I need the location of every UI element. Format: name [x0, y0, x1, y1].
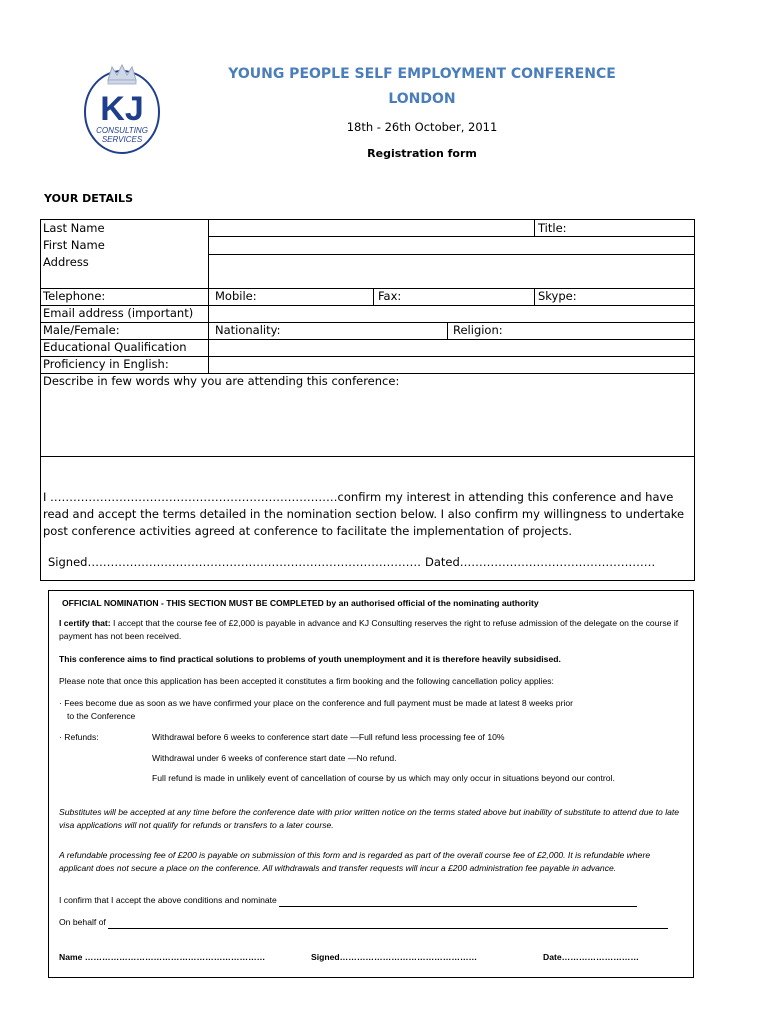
logo-subtitle-2: SERVICES: [101, 135, 143, 144]
title-label: Title:: [538, 221, 567, 235]
last-name-label: Last Name: [43, 221, 105, 235]
gender-label: Male/Female:: [43, 323, 120, 337]
describe-label: Describe in few words why you are attending this conference:: [43, 374, 400, 388]
certify-paragraph: [59, 617, 683, 642]
official-nomination-box: [48, 590, 694, 978]
nominate-line: [59, 894, 683, 907]
cancellation-note: Please note that once this application has been accepted it constitutes a firm booking and the following cancellation policy applies:: [59, 676, 554, 686]
behalf-line: [59, 916, 683, 929]
nominate-label: I confirm that I accept the above conditions and nominate: [59, 895, 277, 905]
first-name-label: First Name: [43, 238, 105, 252]
kj-consulting-logo: [82, 62, 162, 156]
education-label: Educational Qualification: [43, 340, 187, 354]
substitutes-note: Substitutes will be accepted at any time before the conference date with prior written notice on the terms stated above but inability of substitute to attend due to late visa applications will not qualify for refunds or transfers to a later course.: [59, 807, 680, 830]
refunds-label: · Refunds:: [59, 732, 99, 742]
conference-dates: 18th - 26th October, 2011: [346, 120, 498, 134]
official-heading: OFFICIAL NOMINATION - THIS SECTION MUST BE COMPLETED by an authorised official of the nominating authority: [62, 598, 539, 608]
logo-letters: KJ: [100, 90, 144, 128]
telephone-label: Telephone:: [43, 289, 106, 303]
english-label: Proficiency in English:: [43, 357, 169, 371]
form-name: Registration form: [367, 147, 477, 160]
processing-fee-note: A refundable processing fee of £200 is payable on submission of this form and is regarded as part of the overall course fee of £2,000. It is refundable where applicant does not secure a place on the conference. All withdrawals and transfer requests will incur a £200 administration fee payable in advance.: [59, 850, 651, 873]
conference-title: YOUNG PEOPLE SELF EMPLOYMENT CONFERENCE: [228, 66, 616, 82]
behalf-label: On behalf of: [59, 917, 106, 927]
fees-item-cont: to the Conference: [67, 711, 136, 721]
skype-label: Skype:: [538, 289, 577, 303]
nominee-field[interactable]: [279, 898, 637, 907]
email-label: Email address (important): [43, 306, 194, 320]
signed-line: Signed……………………………………………………………………………: [48, 555, 421, 569]
name-field[interactable]: Name ………………………………………………………: [59, 952, 266, 962]
address-label: Address: [43, 255, 89, 269]
refund-rule-3: Full refund is made in unlikely event of cancellation of course by us which may only occur in situations beyond our control.: [152, 773, 615, 783]
fees-item: · Fees become due as soon as we have confirmed your place on the conference and full payment must be made at latest 8 weeks prior: [59, 698, 573, 708]
nationality-label: Nationality:: [215, 323, 281, 337]
certify-text: I accept that the course fee of £2,000 is payable in advance and KJ Consulting reserves the right to refuse admission of the delegate on the course if payment has not been received.: [59, 618, 679, 641]
mobile-label: Mobile:: [215, 289, 257, 303]
religion-label: Religion:: [453, 323, 503, 337]
aim-statement: This conference aims to find practical solutions to problems of youth unemployment and it is therefore heavily subsidised.: [59, 654, 561, 664]
behalf-field[interactable]: [108, 920, 668, 929]
certify-label: I certify that:: [59, 618, 111, 628]
dated-line: Dated……………………………………………: [425, 555, 656, 569]
official-signed-field[interactable]: Signed…………………………………………: [311, 952, 478, 962]
refund-rule-2: Withdrawal under 6 weeks of conference start date —No refund.: [152, 753, 397, 763]
refund-rule-1: Withdrawal before 6 weeks to conference start date —Full refund less processing fee of 10%: [152, 732, 505, 742]
section-title: YOUR DETAILS: [44, 192, 133, 205]
fax-label: Fax:: [378, 289, 402, 303]
confirmation-statement: I …………………………………………………………………confirm my interest in attending this conference and have read and accept the terms detailed in the nomination section below. I also confirm my willingness to undertake post conference activities agreed at conference to facilitate the implementation of projects.: [43, 490, 685, 538]
date-field[interactable]: Date………………………: [543, 952, 639, 962]
details-form: [40, 219, 695, 581]
logo-subtitle-1: CONSULTING: [96, 126, 148, 135]
conference-city: LONDON: [388, 91, 456, 107]
